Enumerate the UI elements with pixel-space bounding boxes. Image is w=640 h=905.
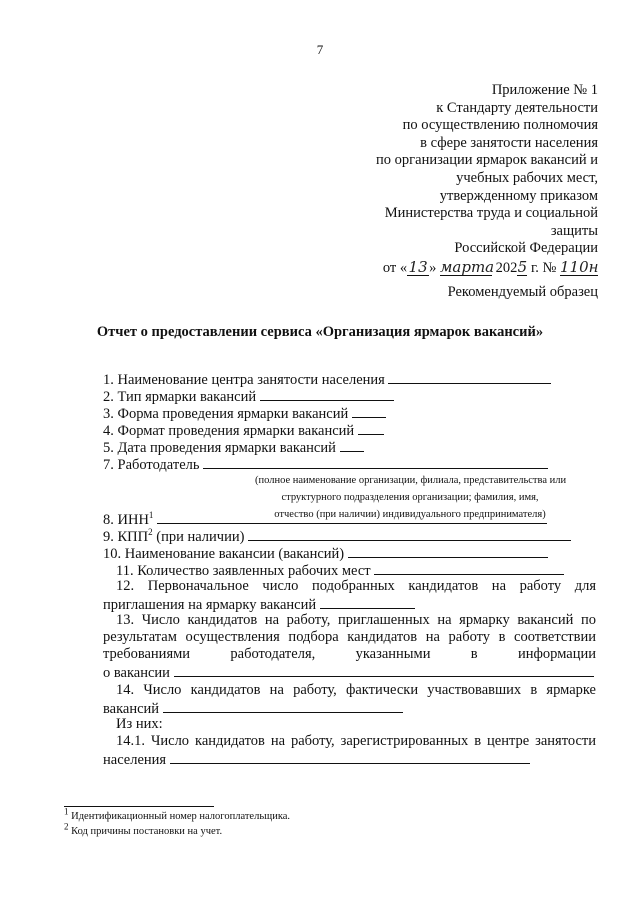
- fill-line: [374, 561, 564, 575]
- page-number: 7: [316, 42, 324, 57]
- appendix-line: к Стандарту деятельности: [436, 99, 598, 116]
- fill-line: [248, 527, 571, 541]
- appendix-line: по организации ярмарок вакансий и: [376, 152, 598, 169]
- appendix-line: Министерства труда и социальной: [384, 205, 598, 222]
- fill-line: [358, 421, 384, 435]
- appendix-line: в сфере занятости населения: [420, 134, 598, 151]
- fill-line: [320, 595, 415, 609]
- sample-label: Рекомендуемый образец: [447, 284, 598, 300]
- fill-line: [348, 544, 548, 558]
- footnote-2: $^2$ Код причины постановки на учет.: [64, 821, 223, 837]
- fill-line: [352, 404, 386, 418]
- item-12: 12. Первоначальное число подобранных кандидатов на работу для приглашения на ярмарку вакансий: [103, 578, 596, 613]
- appendix-line: утвержденному приказом: [439, 187, 598, 204]
- fill-line: [260, 387, 394, 401]
- item-11: 11. Количество заявленных рабочих мест: [116, 561, 564, 580]
- item-7: 7. Работодатель: [103, 455, 548, 474]
- document-title: Отчет о предоставлении сервиса «Организация ярмарок вакансий»: [96, 324, 544, 340]
- order-month: марта: [439, 257, 495, 276]
- item-9: 9. КПП$^2$ (при наличии): [103, 527, 571, 546]
- fill-line: [340, 438, 364, 452]
- fill-line: [174, 663, 594, 677]
- item-2: 2. Тип ярмарки вакансий: [103, 387, 394, 406]
- appendix-line: учебных рабочих мест,: [456, 169, 598, 186]
- order-year-digit: 5: [517, 257, 528, 276]
- item-3: 3. Форма проведения ярмарки вакансий: [103, 404, 386, 423]
- footnote-divider: [64, 806, 214, 807]
- item-4: 4. Формат проведения ярмарки вакансий: [103, 421, 384, 440]
- item-14-1: 14.1. Число кандидатов на работу, зарегистрированных в центре занятости населения: [103, 733, 596, 768]
- item-13: 13. Число кандидатов на работу, приглашенных на ярмарку вакансий по результатам осуществления подбора кандидатов на работу в соответствии требованиями работодателя, указанными в информации о вакансии: [103, 612, 596, 681]
- fill-line: [163, 699, 403, 713]
- order-day: 13: [408, 257, 428, 276]
- item-14: 14. Число кандидатов на работу, фактически участвовавших в ярмарке вакансий: [103, 682, 596, 717]
- item-5: 5. Дата проведения ярмарки вакансий: [103, 438, 364, 457]
- item-10: 10. Наименование вакансии (вакансий): [103, 544, 548, 563]
- footnote-1: $^1$ Идентификационный номер налогоплательщика.: [64, 806, 291, 822]
- appendix-line: Российской Федерации: [454, 240, 598, 257]
- order-date-line: от «13» марта 2025 г. № 110н: [382, 257, 599, 276]
- fill-line: [157, 510, 547, 524]
- of-them-label: Из них:: [116, 716, 163, 732]
- fill-line: [170, 750, 530, 764]
- item-1: 1. Наименование центра занятости населения: [103, 370, 551, 389]
- appendix-line: защиты: [550, 222, 598, 239]
- fill-line: [388, 370, 551, 384]
- appendix-block: [376, 82, 598, 278]
- item-8: 8. ИНН$^1$: [103, 510, 547, 529]
- order-number: 110н: [560, 257, 599, 276]
- appendix-line: Приложение № 1: [491, 82, 598, 98]
- appendix-line: по осуществлению полномочия: [402, 117, 598, 134]
- employer-note: (полное наименование организации, филиала, представительства или структурного подразделения организации; фамилия, имя, отчество (при наличии) индивидуального предпринимателя): [255, 475, 567, 520]
- fill-line: [203, 455, 548, 469]
